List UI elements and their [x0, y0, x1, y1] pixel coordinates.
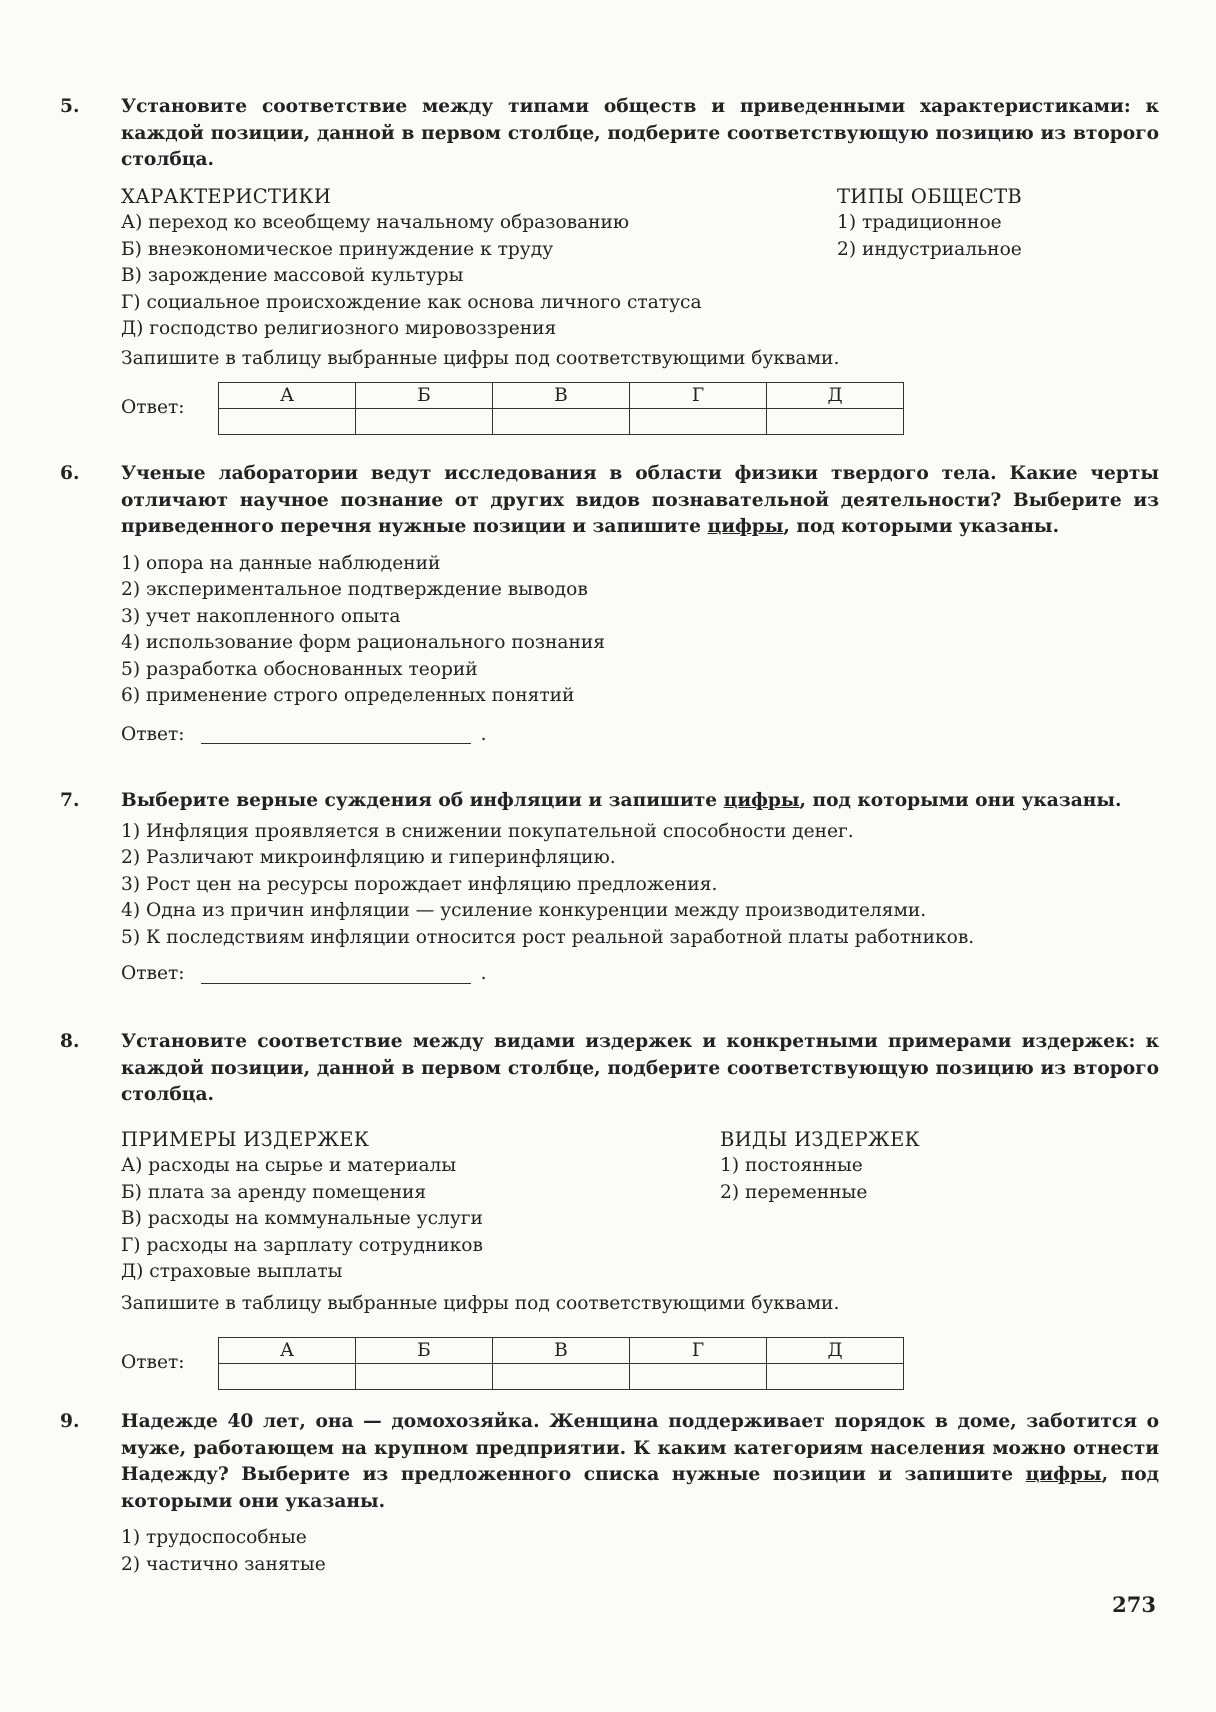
list-item: 4) Одна из причин инфляции — усиление конкуренции между производителями. [121, 900, 927, 921]
right-column [837, 184, 1022, 264]
task-question [121, 461, 1159, 541]
list-item: Б) внеэкономическое принуждение к труду [121, 238, 554, 260]
list-item: 2) индустриальное [837, 238, 1022, 260]
option-list [121, 819, 1159, 952]
left-column-heading: ПРИМЕРЫ ИЗДЕРЖЕК [121, 1127, 370, 1151]
list-item: 1) традиционное [837, 212, 1002, 233]
list-item: 1) Инфляция проявляется в снижении покупательной способности денег. [121, 820, 854, 842]
answer-blank[interactable] [201, 965, 471, 984]
question-text: Ученые лаборатории ведут исследования в области физики твердого тела. Какие черты отличают научное познание от других видов познавательной деятельности? Выберите из приведенного перечня нужные позиции и запишите [121, 463, 1159, 537]
list-item: А) расходы на сырье и материалы [121, 1155, 457, 1176]
answer-cell-v[interactable] [493, 409, 630, 435]
task-number: 7. [60, 790, 80, 811]
table-header-cell: А [219, 383, 356, 409]
task-number: 8. [60, 1031, 80, 1052]
answer-cell-g[interactable] [630, 409, 767, 435]
right-column [720, 1127, 920, 1207]
list-item: 4) использование форм рационального познания [121, 632, 606, 653]
table-header-cell: Г [630, 383, 767, 409]
answer-table [218, 382, 904, 435]
list-item: 3) Рост цен на ресурсы порождает инфляцию предложения. [121, 873, 718, 895]
answer-label: Ответ: [121, 963, 185, 984]
task-number: 5. [60, 96, 80, 117]
list-item: А) переход ко всеобщему начальному образованию [121, 212, 630, 233]
task-question: Установите соответствие между типами обществ и приведенными характеристиками: к каждой позиции, данной в первом столбце, подберите соответствующую позицию из второго столбца. [121, 96, 1159, 170]
question-text: , под которыми указаны. [783, 516, 1060, 537]
answer-cell-b[interactable] [356, 409, 493, 435]
list-item: 2) экспериментальное подтверждение выводов [121, 579, 588, 600]
emphasis-text: цифры [707, 516, 784, 537]
list-item: 1) опора на данные наблюдений [121, 552, 441, 574]
list-item: 2) Различают микроинфляцию и гиперинфляцию. [121, 847, 616, 868]
answer-table [218, 1337, 904, 1390]
list-item: 6) применение строго определенных понятий [121, 685, 575, 706]
list-item: Д) страховые выплаты [121, 1261, 343, 1282]
list-item: 2) частично занятые [121, 1553, 326, 1575]
answer-label: Ответ: [121, 397, 185, 419]
task-number: 9. [60, 1411, 80, 1432]
matching-columns [121, 184, 1159, 339]
left-column [121, 1127, 483, 1286]
task-body [121, 94, 1159, 435]
list-item: 2) переменные [720, 1181, 868, 1203]
list-item: 3) учет накопленного опыта [121, 605, 401, 627]
table-header-cell: Д [767, 383, 904, 409]
answer-row [121, 1337, 1159, 1390]
answer-cell-a[interactable] [219, 409, 356, 435]
page-number: 273 [1112, 1592, 1156, 1617]
answer-cell-v[interactable] [493, 1364, 630, 1390]
answer-row [121, 382, 1159, 435]
answer-dot: . [480, 723, 487, 745]
table-instruction: Запишите в таблицу выбранные цифры под соответствующими буквами. [121, 1292, 840, 1314]
table-header-cell: В [493, 1338, 630, 1364]
answer-cell-b[interactable] [356, 1364, 493, 1390]
answer-blank[interactable] [201, 725, 471, 744]
list-item: В) расходы на коммунальные услуги [121, 1208, 483, 1229]
right-column-heading: ТИПЫ ОБЩЕСТВ [837, 184, 1023, 208]
task-body [121, 461, 1159, 748]
table-header-cell: Д [767, 1338, 904, 1364]
table-header-cell: Г [630, 1338, 767, 1364]
answer-cell-a[interactable] [219, 1364, 356, 1390]
question-text: Надежде 40 лет, она — домохозяйка. Женщина поддерживает порядок в доме, заботится о муже, работающем на крупном предприятии. К каким категориям населения можно отнести Надежду? Выберите из предложенного списка нужные позиции и запишите [121, 1411, 1159, 1485]
answer-cell-d[interactable] [767, 409, 904, 435]
answer-cell-g[interactable] [630, 1364, 767, 1390]
question-text: , под которыми они указаны. [121, 1464, 1159, 1512]
table-header-cell: В [493, 383, 630, 409]
task-number: 6. [60, 463, 80, 484]
list-item: Б) плата за аренду помещения [121, 1181, 427, 1203]
answer-row [121, 961, 1159, 988]
list-item: 5) К последствиям инфляции относится рост реальной заработной платы работников. [121, 926, 975, 948]
left-column [121, 184, 702, 343]
list-item: 5) разработка обоснованных теорий [121, 658, 478, 680]
option-list [121, 1525, 1159, 1578]
emphasis-text: цифры [1025, 1464, 1102, 1485]
table-instruction: Запишите в таблицу выбранные цифры под соответствующими буквами. [121, 347, 840, 369]
list-item: 1) постоянные [720, 1155, 863, 1176]
question-text: Выберите верные суждения об инфляции и запишите [121, 790, 724, 811]
task-question [121, 1409, 1159, 1515]
task-question [121, 788, 1159, 815]
right-column-heading: ВИДЫ ИЗДЕРЖЕК [720, 1127, 921, 1151]
question-text: , под которыми они указаны. [799, 790, 1122, 811]
table-header-cell: Б [356, 383, 493, 409]
list-item: Д) господство религиозного мировоззрения [121, 318, 557, 339]
task-body [121, 1029, 1159, 1390]
answer-row [121, 722, 1159, 749]
left-column-heading: ХАРАКТЕРИСТИКИ [121, 184, 332, 208]
answer-label: Ответ: [121, 723, 185, 745]
matching-columns [121, 1127, 1159, 1282]
task-body [121, 1409, 1159, 1578]
list-item: В) зарождение массовой культуры [121, 265, 464, 286]
task-body [121, 788, 1159, 988]
emphasis-text: цифры [723, 790, 800, 811]
table-header-cell: А [219, 1338, 356, 1364]
answer-cell-d[interactable] [767, 1364, 904, 1390]
list-item: Г) социальное происхождение как основа личного статуса [121, 291, 702, 313]
table-header-cell: Б [356, 1338, 493, 1364]
option-list [121, 551, 1159, 710]
answer-dot: . [480, 963, 487, 984]
task-question: Установите соответствие между видами издержек и конкретными примерами издержек: к каждой позиции, данной в первом столбце, подберите соответствующую позицию из второго столбца. [121, 1031, 1159, 1105]
list-item: Г) расходы на зарплату сотрудников [121, 1234, 483, 1256]
answer-label: Ответ: [121, 1352, 185, 1374]
list-item: 1) трудоспособные [121, 1527, 307, 1548]
